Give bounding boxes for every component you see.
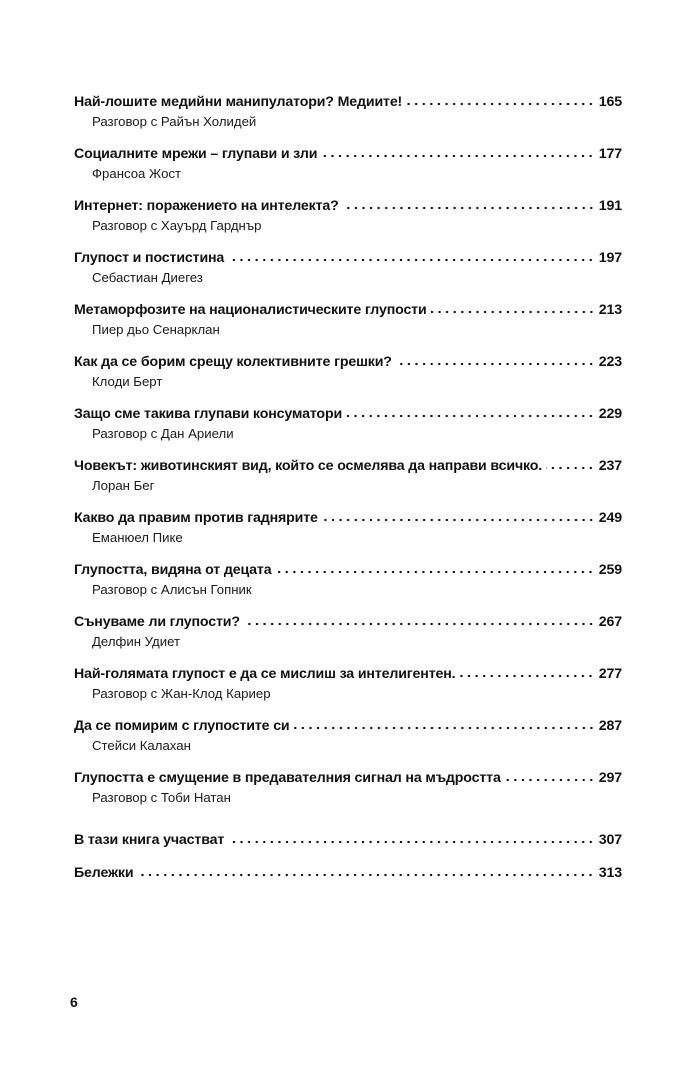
toc-entry: [74, 504, 622, 556]
toc-entry-title: Интернет: поражението на интелекта?: [74, 198, 339, 214]
toc-entry-page: 307: [598, 832, 622, 848]
dot-leader: [406, 102, 595, 106]
toc-entry-author: Пиер дьо Сенарклан: [92, 322, 220, 337]
dot-leader: [322, 518, 595, 522]
toc-entry-title: Какво да правим против гаднярите: [74, 510, 318, 526]
toc-entry-author: Разговор с Алисън Гопник: [92, 582, 252, 597]
toc-entry-title: Бележки: [74, 865, 134, 881]
toc-entry: [74, 192, 622, 244]
toc-entry-author: Разговор с Тоби Натан: [92, 790, 231, 805]
toc-entry-author: Лоран Бег: [92, 478, 155, 493]
dot-leader: [546, 466, 595, 470]
toc-entry-title: Глупостта, видяна от децата: [74, 562, 272, 578]
dot-leader: [431, 310, 595, 314]
toc-entry-author: Делфин Удиет: [92, 634, 181, 649]
toc-entry-page: 197: [598, 250, 622, 266]
toc-entry-title: Да се помирим с глупостите си: [74, 718, 290, 734]
page-number: 6: [70, 994, 78, 1010]
toc-entry-author: Разговор с Дан Ариели: [92, 426, 234, 441]
toc-entry-page: 267: [598, 614, 622, 630]
toc-entry-title: Как да се борим срещу колективните грешки?: [74, 354, 392, 370]
dot-leader: [228, 840, 595, 844]
toc-entry: [74, 348, 622, 400]
toc-entry: [74, 296, 622, 348]
toc-entry: [74, 764, 622, 816]
toc-back-matter-entry: [74, 826, 622, 859]
toc-entry-page: 287: [598, 718, 622, 734]
toc-entry-page: 229: [598, 406, 622, 422]
toc-entry-title: Защо сме такива глупави консуматори: [74, 406, 343, 422]
toc-entry-author: Франсоа Жост: [92, 166, 182, 181]
toc-back-matter-entry: [74, 859, 622, 892]
toc-entry: [74, 608, 622, 660]
toc-entry-title: Най-голямата глупост е да се мислиш за интелигентен.: [74, 666, 456, 682]
toc-entry-page: 237: [598, 458, 622, 474]
toc-entry-page: 191: [598, 198, 622, 214]
toc-entry-author: Разговор с Хауърд Гарднър: [92, 218, 262, 233]
toc-entry: [74, 400, 622, 452]
dot-leader: [137, 873, 594, 877]
toc-entry-page: 297: [598, 770, 622, 786]
dot-leader: [321, 154, 594, 158]
dot-leader: [275, 570, 594, 574]
toc-entry-author: Еманюел Пике: [92, 530, 183, 545]
toc-entry-page: 277: [598, 666, 622, 682]
toc-entry-title: Метаморфозите на националистическите глупости: [74, 302, 427, 318]
dot-leader: [294, 726, 595, 730]
toc-entry: [74, 452, 622, 504]
toc-entry-author: Себастиан Диегез: [92, 270, 203, 285]
toc-entry: [74, 88, 622, 140]
dot-leader: [505, 778, 595, 782]
toc-entry-page: 249: [598, 510, 622, 526]
toc-entry: [74, 556, 622, 608]
toc-entry-title: Човекът: животинският вид, който се осмелява да направи всичко.: [74, 458, 543, 474]
dot-leader: [228, 258, 595, 262]
dot-leader: [396, 362, 595, 366]
toc-entry: [74, 660, 622, 712]
toc-entry-author: Разговор с Жан-Клод Кариер: [92, 686, 271, 701]
toc-entry-page: 259: [598, 562, 622, 578]
toc-entry-page: 213: [598, 302, 622, 318]
toc-entry: [74, 244, 622, 296]
toc-entry-page: 313: [598, 865, 622, 881]
toc-entry-author: Разговор с Райън Холидей: [92, 114, 257, 129]
dot-leader: [459, 674, 594, 678]
dot-leader: [343, 206, 595, 210]
toc-entry-title: В тази книга участват: [74, 832, 225, 848]
toc-entry-page: 165: [598, 94, 622, 110]
toc-entry-page: 223: [598, 354, 622, 370]
toc-entry-author: Стейси Калахан: [92, 738, 191, 753]
toc-entry-page: 177: [598, 146, 622, 162]
toc-entry-title: Глупостта е смущение в предавателния сигнал на мъдростта: [74, 770, 501, 786]
toc-entry-title: Най-лошите медийни манипулатори? Медиите!: [74, 94, 403, 110]
toc-entry-author: Клоди Берт: [92, 374, 163, 389]
toc-entry-title: Глупост и постистина: [74, 250, 225, 266]
toc-entry-title: Социалните мрежи – глупави и зли: [74, 146, 318, 162]
toc-entry-title: Сънуваме ли глупости?: [74, 614, 240, 630]
toc-entry: [74, 140, 622, 192]
dot-leader: [244, 622, 595, 626]
toc-entry: [74, 712, 622, 764]
dot-leader: [346, 414, 595, 418]
table-of-contents: [74, 88, 622, 892]
